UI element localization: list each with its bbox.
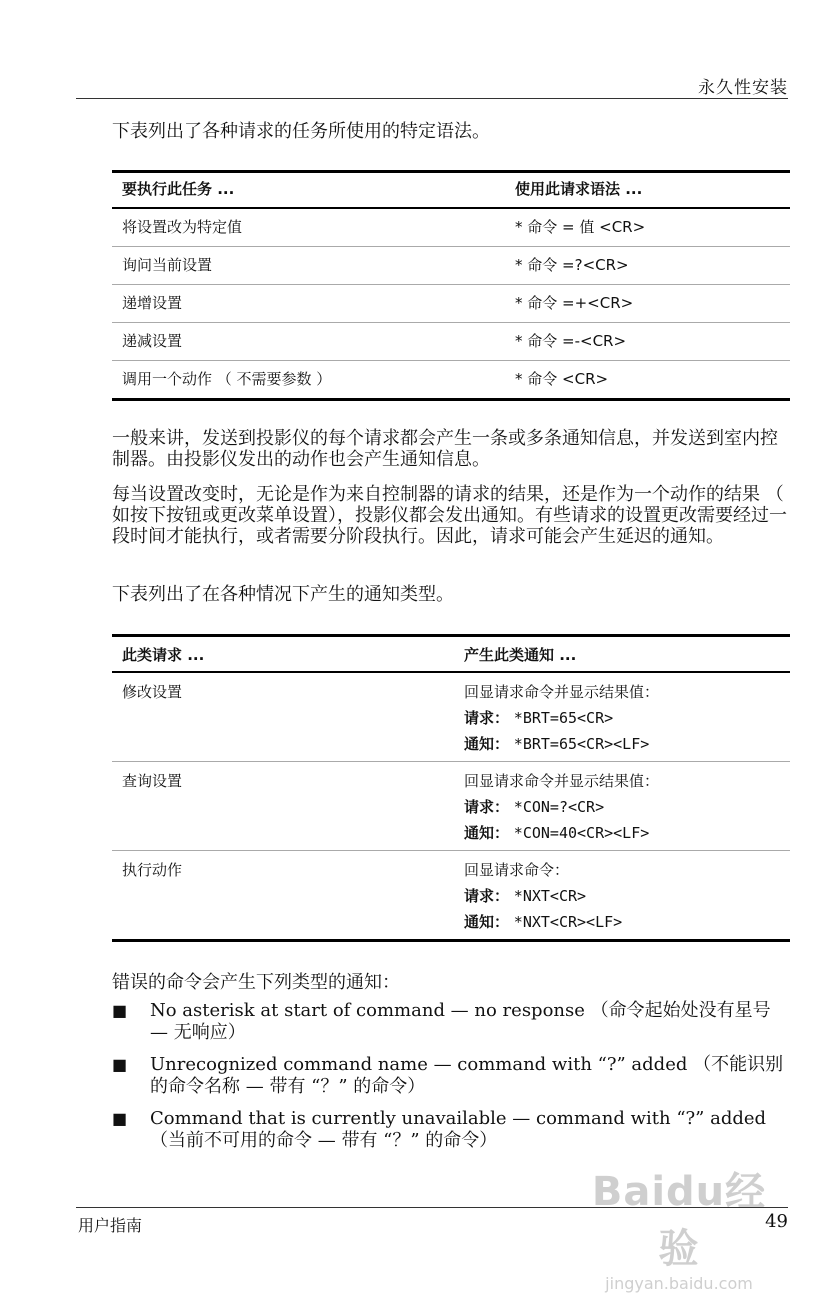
notify-code: *CON=40<CR><LF> [513, 824, 650, 842]
task-cell: 递减设置 [122, 332, 183, 350]
request-cell: 执行动作 [122, 861, 183, 879]
syntax-cell: * 命令 =?<CR> [515, 256, 629, 274]
running-header: 永久性安装 [698, 78, 788, 98]
request-line [464, 705, 790, 731]
task-cell: 递增设置 [122, 294, 183, 312]
bullet-icon: ■ [112, 1109, 128, 1128]
error-bullet-list [112, 1000, 790, 1162]
table-row [112, 247, 790, 285]
header-rule [76, 98, 788, 99]
list-item-text: No asterisk at start of command — no response （命令起始处没有星号 — 无响应） [150, 1000, 771, 1043]
notify-code: *NXT<CR><LF> [513, 913, 623, 931]
watermark-brand: Baidu经验 [591, 1169, 767, 1272]
table-row [112, 361, 790, 401]
request-code: *NXT<CR> [513, 887, 587, 905]
syntax-cell: * 命令 <CR> [515, 370, 609, 388]
syntax-cell: * 命令 =+<CR> [515, 294, 634, 312]
list-item [112, 1054, 790, 1098]
watermark-url: jingyan.baidu.com [605, 1274, 753, 1293]
list-item [112, 1108, 790, 1152]
table-row [112, 762, 790, 851]
notify-line [464, 909, 790, 935]
notification-desc: 回显请求命令并显示结果值： [464, 772, 660, 790]
syntax-cell: * 命令 =-<CR> [515, 332, 627, 350]
column-header: 要执行此任务 ... [122, 180, 235, 198]
notification-cell [452, 851, 790, 939]
notification-desc: 回显请求命令并显示结果值： [464, 683, 660, 701]
list-item [112, 1000, 790, 1044]
intro-text: 下表列出了各种请求的任务所使用的特定语法。 [112, 121, 490, 142]
request-label: 请求： [464, 709, 510, 727]
bullet-icon: ■ [112, 1001, 128, 1020]
paragraph: 下表列出了在各种情况下产生的通知类型。 [112, 584, 454, 605]
notify-line [464, 820, 790, 846]
paragraph: 一般来讲，发送到投影仪的每个请求都会产生一条或多条通知信息，并发送到室内控制器。由投影仪发出的动作也会产生通知信息。 [112, 428, 778, 470]
table-header [112, 173, 790, 209]
list-item-text: Command that is currently unavailable — command with “?” added （当前不可用的命令 — 带有 “？” 的命令） [150, 1108, 767, 1151]
syntax-cell: * 命令 = 值 <CR> [515, 218, 646, 236]
column-header: 使用此请求语法 ... [515, 180, 643, 198]
errors-intro: 错误的命令会产生下列类型的通知： [112, 972, 400, 993]
notification-cell [452, 673, 790, 761]
notification-table [112, 634, 790, 942]
paragraph: 每当设置改变时，无论是作为来自控制器的请求的结果，还是作为一个动作的结果 （ 如按下按钮或更改菜单设置），投影仪都会发出通知。有些请求的设置更改需要经过一段时间才能执行，或者需要分阶段执行。因此，请求可能会产生延迟的通知。 [112, 484, 787, 547]
notify-label: 通知： [464, 913, 510, 931]
notify-label: 通知： [464, 735, 510, 753]
table-header [112, 637, 790, 673]
notification-cell [452, 762, 790, 850]
task-cell: 询问当前设置 [122, 256, 213, 274]
column-header: 产生此类通知 ... [464, 646, 577, 664]
request-cell: 修改设置 [122, 683, 183, 701]
request-line [464, 794, 790, 820]
request-label: 请求： [464, 887, 510, 905]
task-cell: 将设置改为特定值 [122, 218, 243, 236]
table-row [112, 209, 790, 247]
request-cell: 查询设置 [122, 772, 183, 790]
column-header: 此类请求 ... [122, 646, 205, 664]
table-row [112, 323, 790, 361]
bullet-icon: ■ [112, 1055, 128, 1074]
request-line [464, 883, 790, 909]
notification-desc: 回显请求命令： [464, 861, 570, 879]
notify-label: 通知： [464, 824, 510, 842]
task-cell: 调用一个动作 （ 不需要参数 ） [122, 370, 332, 388]
syntax-table [112, 170, 790, 401]
footer-title: 用户指南 [78, 1216, 143, 1235]
list-item-text: Unrecognized command name — command with “?” added （不能识别的命令名称 — 带有 “？” 的命令） [150, 1054, 784, 1097]
table-row [112, 673, 790, 762]
request-label: 请求： [464, 798, 510, 816]
notify-line [464, 731, 790, 757]
notify-code: *BRT=65<CR><LF> [513, 735, 650, 753]
table-row [112, 285, 790, 323]
baidu-watermark [574, 1160, 784, 1293]
table-row [112, 851, 790, 942]
footer-rule [76, 1207, 788, 1208]
request-code: *CON=?<CR> [513, 798, 605, 816]
page-number: 49 [765, 1211, 788, 1232]
request-code: *BRT=65<CR> [513, 709, 614, 727]
